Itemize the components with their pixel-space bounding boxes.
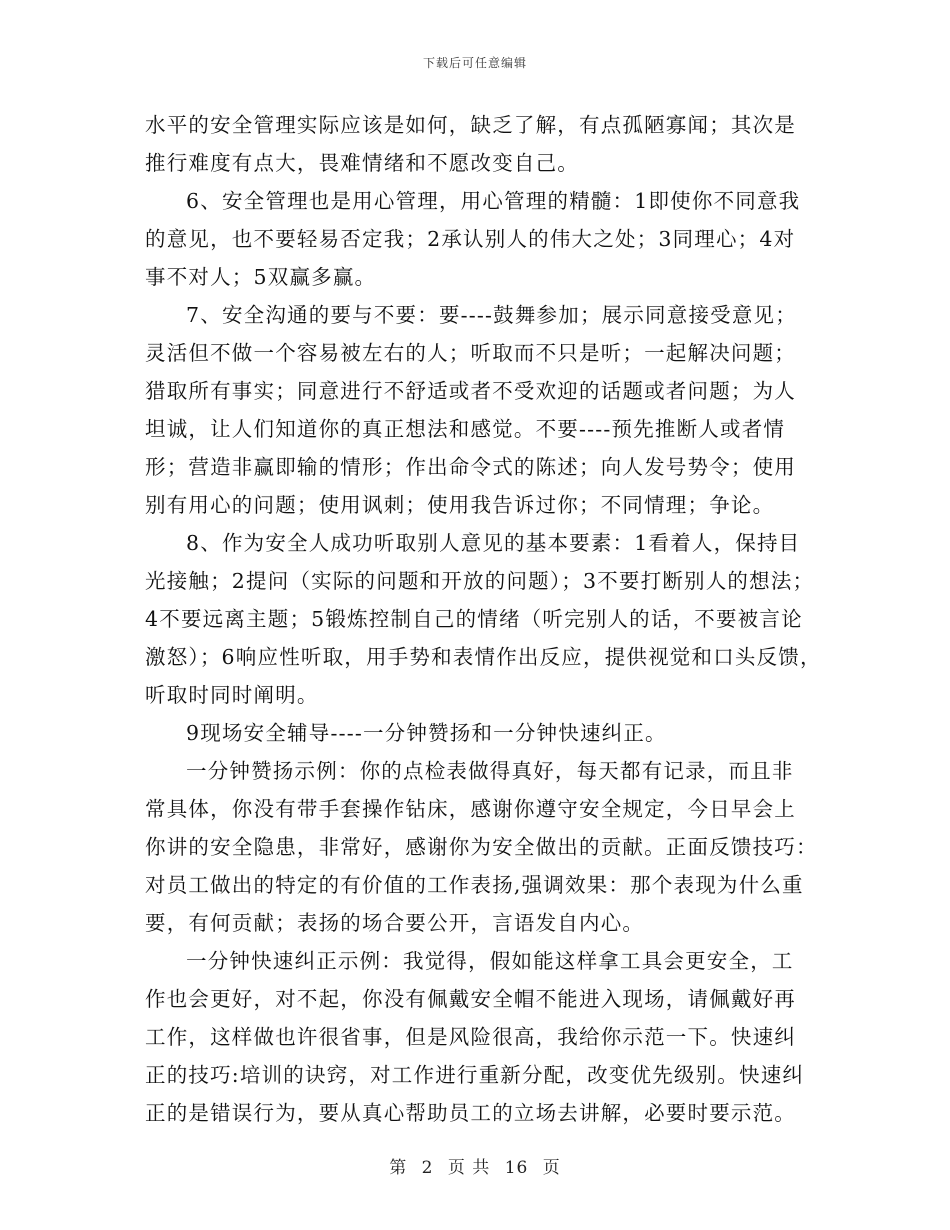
text-line: 光接触；2提问（实际的问题和开放的问题）；3不要打断别人的想法；	[145, 569, 815, 593]
footer-suffix: 页	[542, 1158, 561, 1178]
page-footer	[0, 1153, 950, 1178]
text-line: 推行难度有点大，畏难情绪和不愿改变自己。	[145, 151, 579, 175]
text-line: 6、安全管理也是用心管理，用心管理的精髓：1即使你不同意我	[186, 189, 801, 213]
text-line: 4不要远离主题；5锻炼控制自己的情绪（听完别人的话，不要被言论	[145, 607, 803, 631]
footer-total-pages: 16	[504, 1158, 529, 1178]
text-line: 形；营造非赢即输的情形；作出命令式的陈述；向人发号势令；使用	[145, 455, 796, 479]
footer-prefix: 第	[389, 1158, 408, 1178]
text-line: 9现场安全辅导----一分钟赞扬和一分钟快速纠正。	[186, 721, 667, 745]
document-body	[145, 106, 825, 1132]
text-line: 事不对人；5双赢多赢。	[145, 265, 377, 289]
text-line: 坦诚，让人们知道你的真正想法和感觉。不要----预先推断人或者情	[145, 417, 786, 441]
text-line: 灵活但不做一个容易被左右的人；听取而不只是听；一起解决问题；	[145, 341, 796, 365]
text-line: 你讲的安全隐患，非常好，感谢你为安全做出的贡献。正面反馈技巧：	[145, 835, 818, 859]
text-line: 猎取所有事实；同意进行不舒适或者不受欢迎的话题或者问题；为人	[145, 379, 796, 403]
text-line: 激怒）；6响应性听取，用手势和表情作出反应，提供视觉和口头反馈，	[145, 645, 822, 669]
text-line: 的意见，也不要轻易否定我；2承认别人的伟大之处；3同理心；4对	[145, 227, 796, 251]
text-line: 常具体，你没有带手套操作钻床，感谢你遵守安全规定，今日早会上	[145, 797, 796, 821]
footer-page-number: 2	[421, 1158, 434, 1178]
text-line: 作也会更好，对不起，你没有佩戴安全帽不能进入现场，请佩戴好再	[145, 987, 796, 1011]
text-line: 别有用心的问题；使用讽刺；使用我告诉过你；不同情理；争论。	[145, 493, 775, 517]
text-line: 对员工做出的特定的有价值的工作表扬,强调效果：那个表现为什么重	[145, 873, 804, 897]
text-line: 工作，这样做也许很省事，但是风险很高，我给你示范一下。快速纠	[145, 1025, 796, 1049]
text-line: 要，有何贡献；表扬的场合要公开，言语发自内心。	[145, 911, 645, 935]
text-line: 水平的安全管理实际应该是如何，缺乏了解，有点孤陋寡闻；其次是	[145, 113, 796, 137]
text-line: 一分钟赞扬示例：你的点检表做得真好，每天都有记录，而且非	[186, 759, 794, 783]
text-line: 听取时同时阐明。	[145, 683, 319, 707]
text-line: 一分钟快速纠正示例：我觉得，假如能这样拿工具会更安全，工	[186, 949, 794, 973]
text-line: 正的是错误行为，要从真心帮助员工的立场去讲解，必要时要示范。	[145, 1101, 796, 1125]
page-header: 下载后可任意编辑	[422, 56, 527, 70]
text-line: 7、安全沟通的要与不要：要----鼓舞参加；展示同意接受意见；	[186, 303, 797, 327]
footer-middle: 页 共	[447, 1158, 491, 1178]
text-line: 8、作为安全人成功听取别人意见的基本要素：1看着人，保持目	[186, 531, 801, 555]
text-line: 正的技巧:培训的诀窍，对工作进行重新分配，改变优先级别。快速纠	[145, 1063, 805, 1087]
